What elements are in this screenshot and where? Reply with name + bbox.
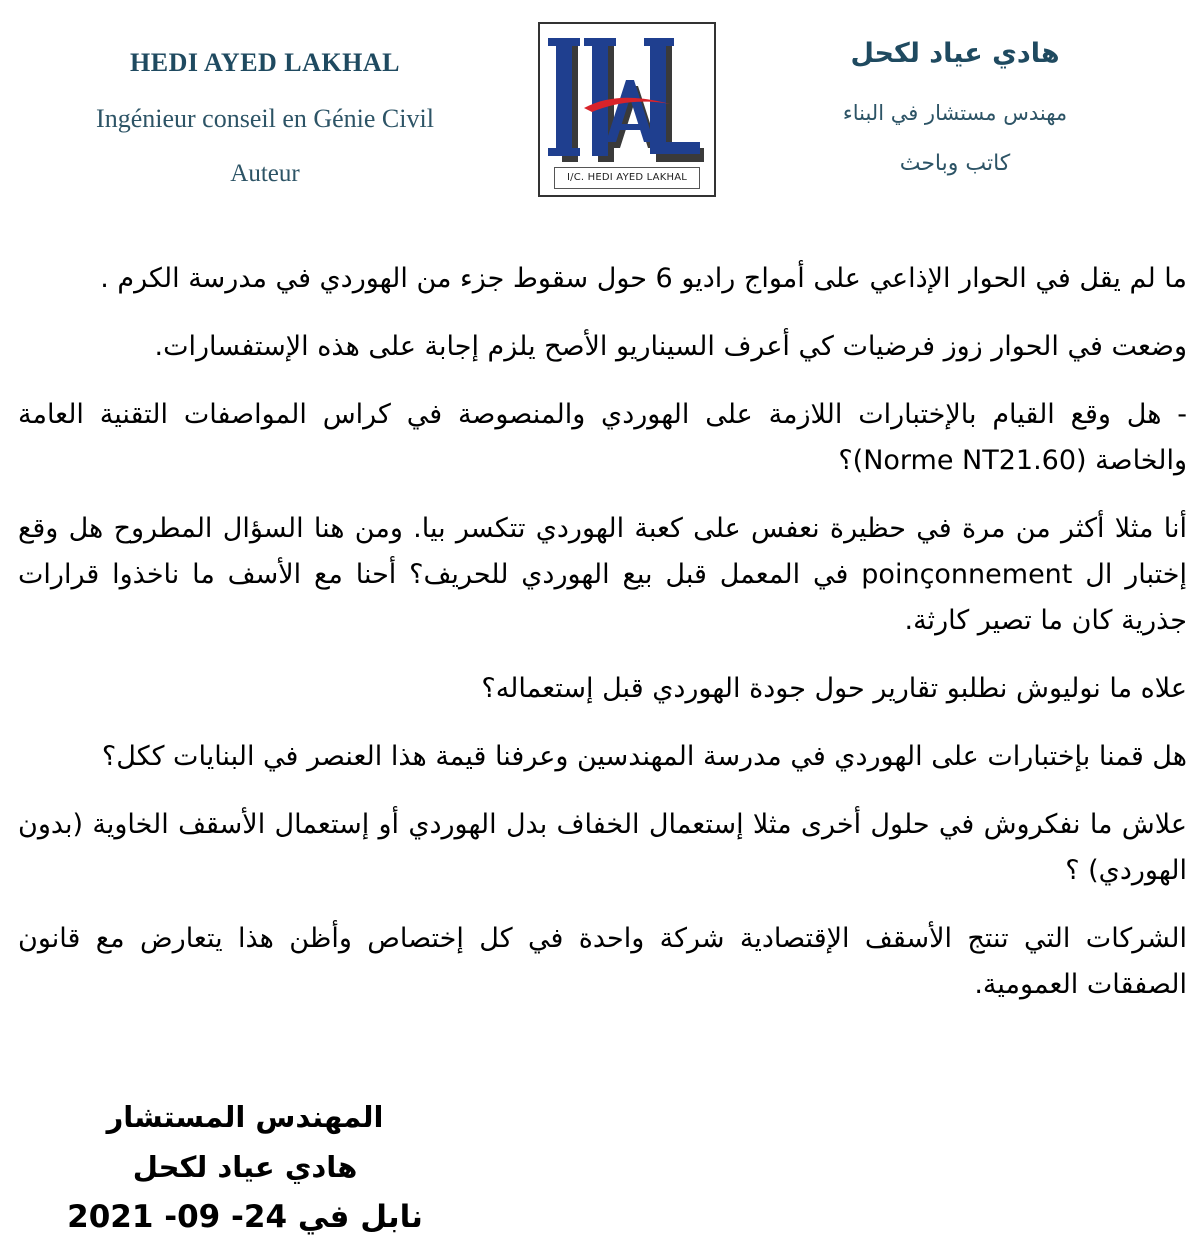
paragraph: الشركات التي تنتج الأسقف الإقتصادية شركة واحدة في كل إختصاص وأظن هذا يتعارض مع قانون الصفقات العمومية.	[18, 923, 1187, 1000]
paragraph: أنا مثلا أكثر من مرة في حظيرة نعفس على كعبة الهوردي تتكسر بيا. ومن هنا السؤال المطروح هل وقع إختبار ال poinçonnement في المعمل قبل بيع الهوردي للحريف؟ أحنا مع الأسف ما ناخذوا قرارات جذرية كان ما تصير كارثة.	[18, 513, 1187, 636]
signature-name: هادي عياد لكحل	[132, 1150, 358, 1184]
signature-title: المهندس المستشار	[106, 1100, 384, 1134]
article-body	[18, 256, 1187, 1030]
header-left-block	[40, 48, 490, 188]
author-role-arabic: كاتب وباحث	[899, 151, 1011, 176]
author-title-latin: Ingénieur conseil en Génie Civil	[96, 104, 434, 133]
author-role-latin: Auteur	[230, 160, 300, 187]
company-logo	[538, 22, 716, 197]
paragraph: هل قمنا بإختبارات على الهوردي في مدرسة المهندسين وعرفنا قيمة هذا العنصر في البنايات ككل؟	[101, 741, 1187, 772]
logo-caption: I/C. HEDI AYED LAKHAL	[554, 167, 700, 189]
paragraph: ما لم يقل في الحوار الإذاعي على أمواج راديو 6 حول سقوط جزء من الهوردي في مدرسة الكرم .	[100, 263, 1187, 294]
paragraph: وضعت في الحوار زوز فرضيات كي أعرف السيناريو الأصح يلزم إجابة على هذه الإستفسارات.	[154, 331, 1187, 362]
paragraph: علاش ما نفكروش في حلول أخرى مثلا إستعمال الخفاف بدل الهوردي أو إستعمال الأسقف الخاوية (بدون الهوردي) ؟	[18, 809, 1187, 886]
logo-letter-l	[644, 38, 704, 162]
paragraph: علاه ما نوليوش نطلبو تقارير حول جودة الهوردي قبل إستعماله؟	[481, 673, 1187, 704]
paragraph: - هل وقع القيام بالإختبارات اللازمة على الهوردي والمنصوصة في كراس المواصفات التقنية العامة والخاصة (Norme NT21.60)؟	[18, 399, 1187, 476]
hal-logo-mark	[540, 24, 714, 174]
author-name-arabic: هادي عياد لكحل	[850, 38, 1060, 69]
header-right-block	[790, 38, 1120, 176]
signature-block	[60, 1092, 430, 1242]
signature-date: نابل في 24- 09- 2021	[67, 1199, 423, 1235]
author-title-arabic: مهندس مستشار في البناء	[842, 101, 1068, 125]
author-name-latin: HEDI AYED LAKHAL	[130, 48, 400, 77]
